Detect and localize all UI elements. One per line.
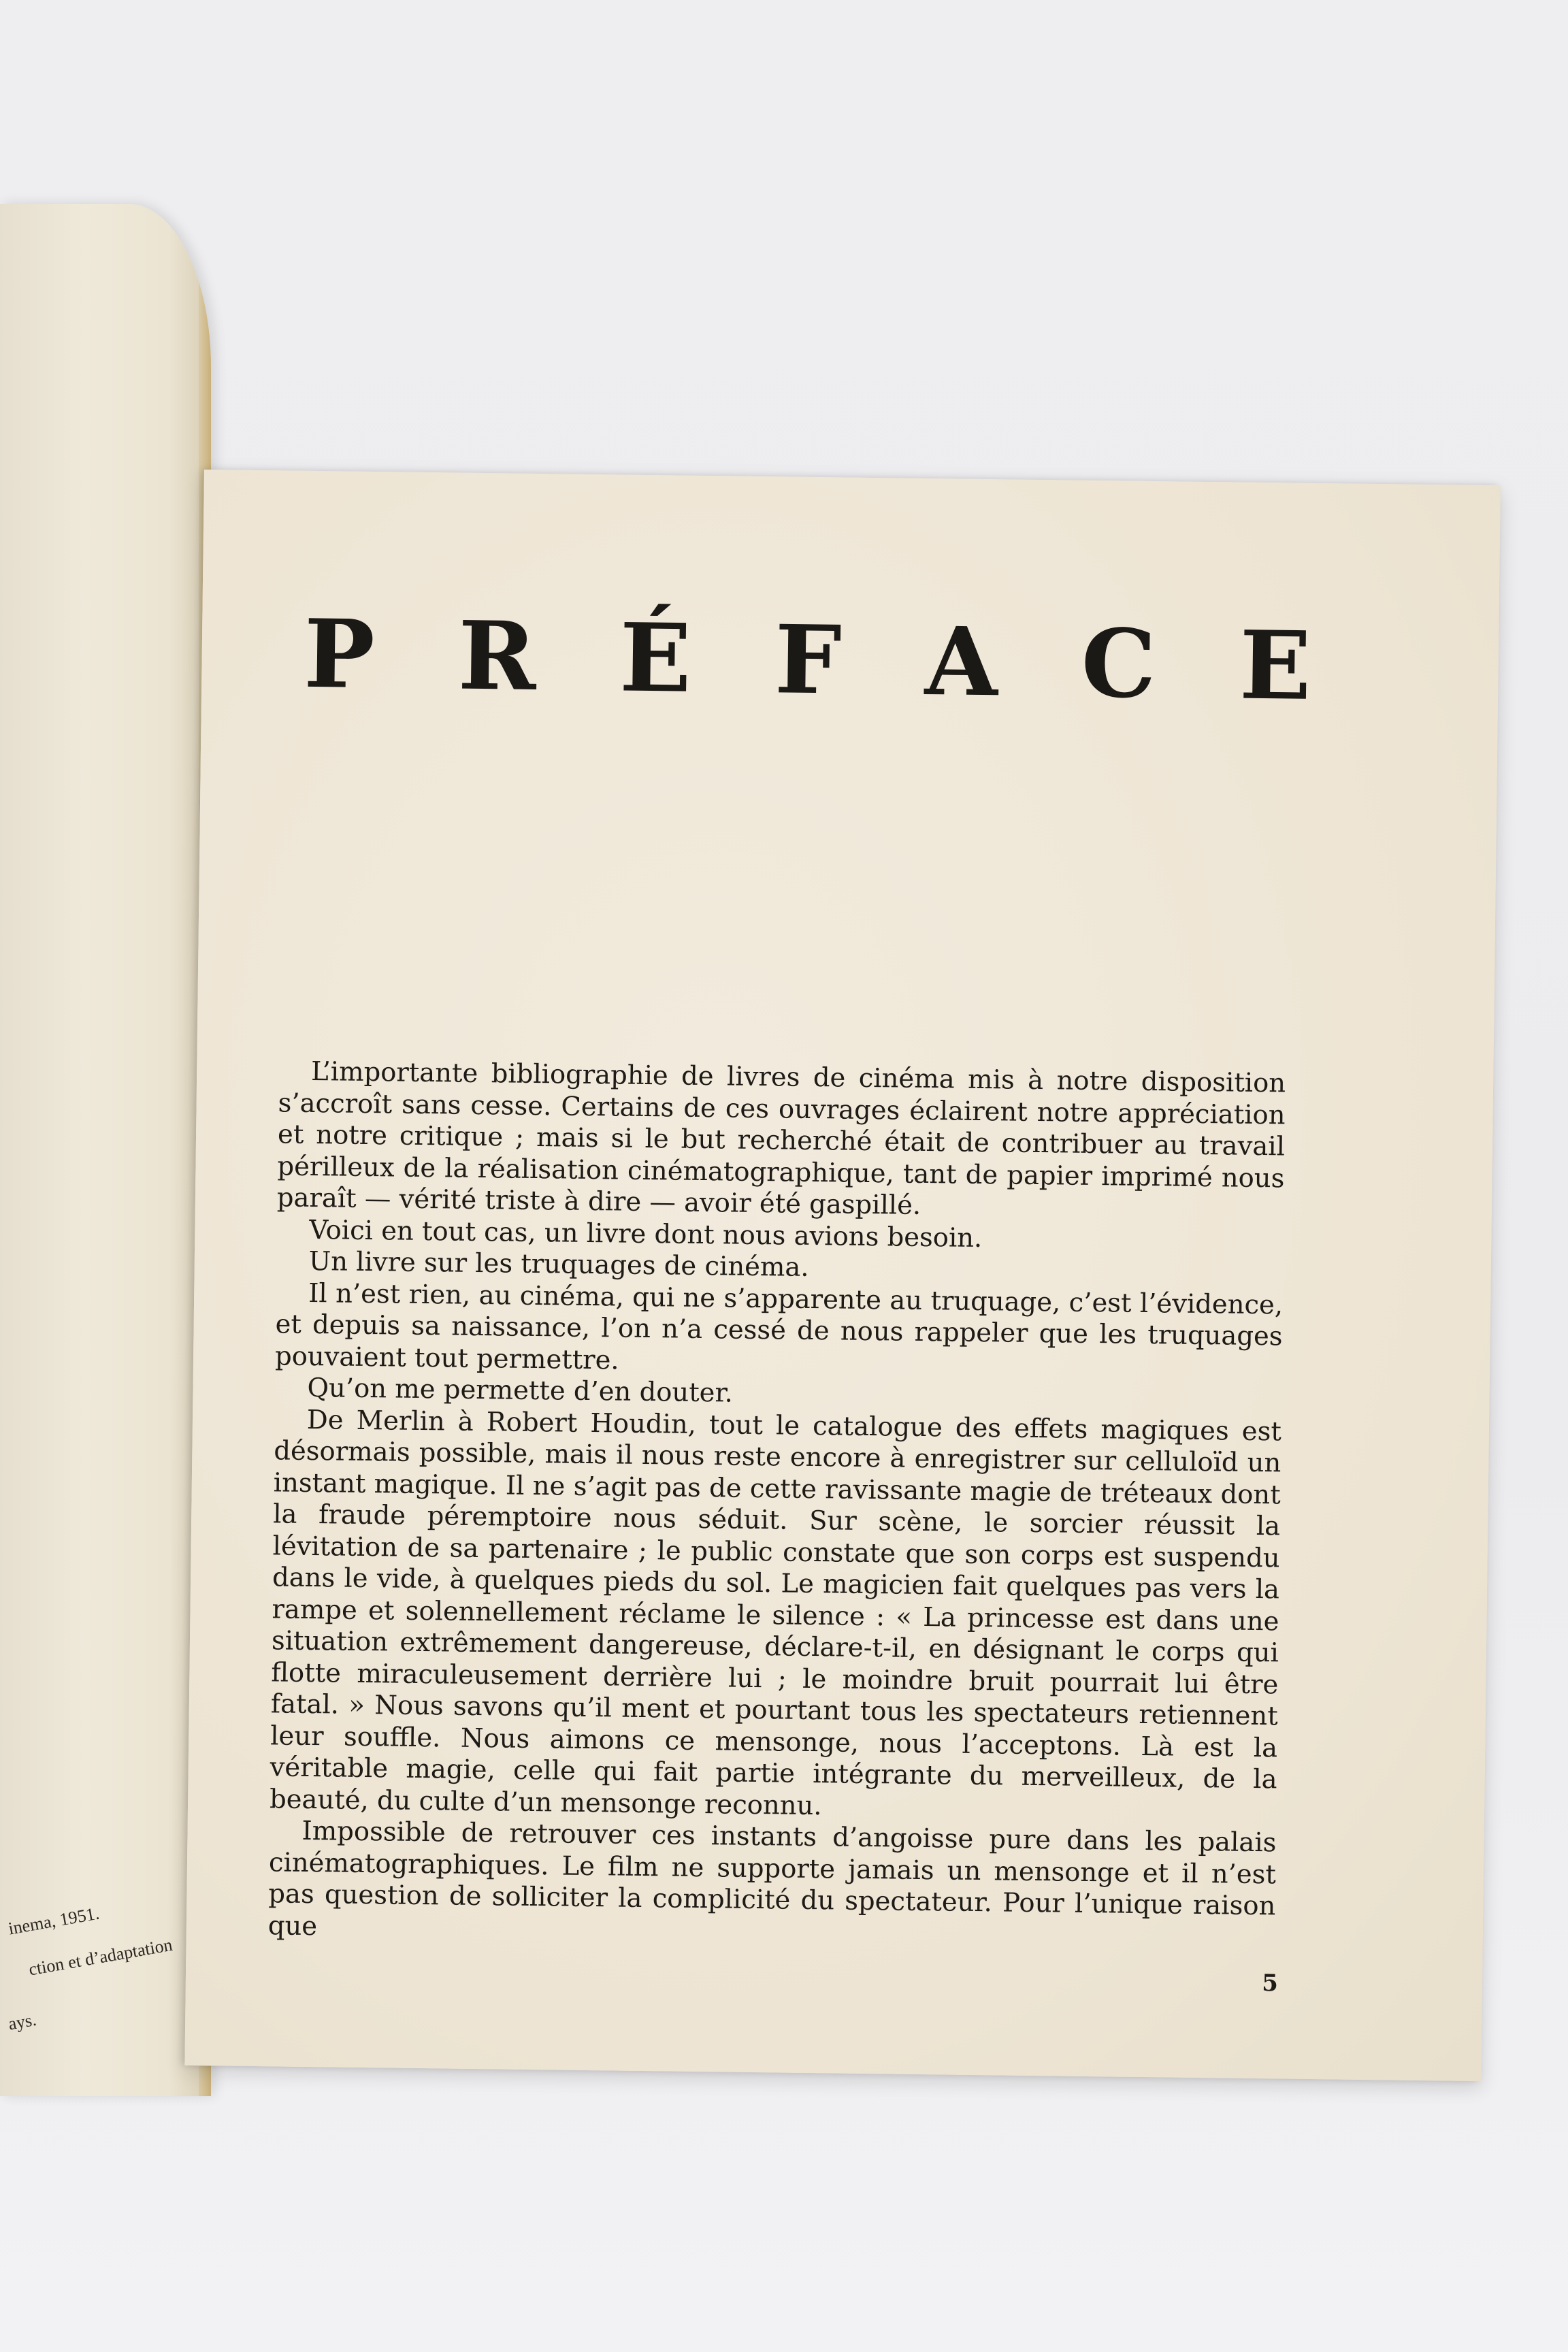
left-page-note-1: inema, 1951. [7,1903,101,1939]
body-text [268,1056,1286,1954]
title-letter: R [457,600,537,712]
left-page-note-2: ction et d’adaptation [27,1934,174,1980]
paragraph: De Merlin à Robert Houdin, tout le catalogue des effets magiques est désormais possible, mais il nous reste encore à enregistrer sur celluloïd un instant magique. Il ne s’agit pas de cette ravissante magie de tréteaux dont la fraude péremptoire nous séduit. Sur scène, le sorcier réussit la lévitation de sa partenaire ; le public constate que son corps est suspendu dans le vide, à quelques pieds du sol. Le magicien fait quelques pas vers la rampe et solennellement réclame le silence : « La princesse est dans une situation extrêmement dangereuse, déclare-t-il, en désignant le corps qui flotte miraculeusement derrière lui ; le moindre bruit pourrait lui être fatal. » Nous savons qu’il ment et pourtant tous les spectateurs retiennent leur souffle. Nous aimons ce mensonge, nous l’acceptons. Là est la véritable magie, celle qui fait partie intégrante du merveilleux, de la beauté, du culte d’un mensonge reconnu. [269,1404,1282,1821]
title-letter: C [1080,607,1157,720]
left-page [0,204,211,2096]
paragraph: Voici en tout cas, un livre dont nous avions besoin. [309,1214,983,1254]
paragraph: L’importante bibliographie de livres de cinéma mis à notre disposition s’accroît sans cesse. Certains de ces ouvrages éclairent notre appréciation et notre critique ; mais si le but recherché était de contribuer au travail périlleux de la réalisation cinématographique, tant de papier imprimé nous paraît — vérité triste à dire — avoir été gaspillé. [276,1056,1286,1221]
title-letter: A [924,605,999,718]
left-page-note-3: ays. [7,2009,38,2034]
page-title [303,598,1312,721]
title-letter: P [303,598,376,710]
title-letter: E [1239,609,1312,721]
page-number: 5 [1262,1970,1279,1997]
paragraph: Impossible de retrouver ces instants d’angoisse pure dans les palais cinématographiques. Le film ne supporte jamais un mensonge et il n’est pas question de solliciter la complicité du spectateur. Pour l’unique raison que [267,1815,1277,1942]
book-page [184,470,1501,2081]
paragraph: Un livre sur les truquages de cinéma. [308,1245,809,1283]
title-letter: É [619,602,692,714]
paragraph: Il n’est rien, au cinéma, qui ne s’apparente au truquage, c’est l’évidence, et depuis sa naissance, l’on n’a cessé de nous rappeler que les truquages pouvaient tout permettre. [274,1277,1284,1376]
title-letter: F [774,604,843,716]
paragraph: Qu’on me permette d’en douter. [307,1372,734,1409]
